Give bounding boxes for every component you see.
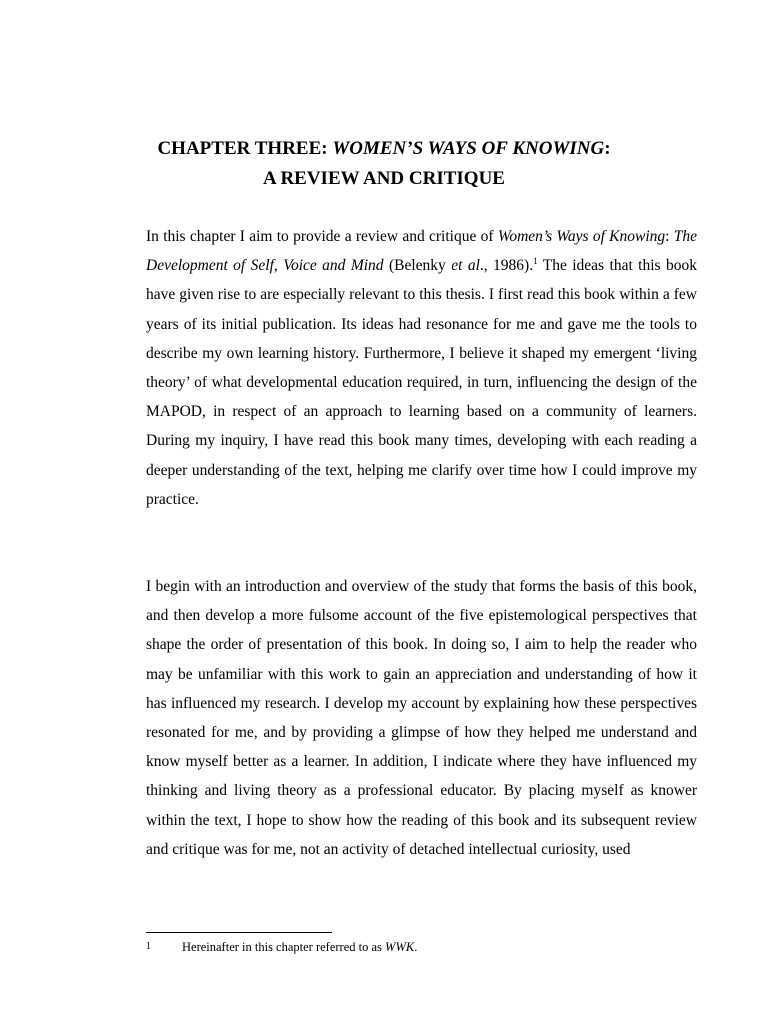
footnote-divider [146, 932, 332, 933]
footnote-text: Hereinafter in this chapter referred to as [182, 940, 386, 954]
footnote-end: . [414, 940, 418, 954]
chapter-subtitle: A REVIEW AND CRITIQUE [263, 168, 505, 189]
paragraph-1-rest: The ideas that this book have given rise to are especially relevant to this thesis. I first read this book within a few years of its initial publication. Its ideas had resonance for me and gave me the tools to describe my own learning history. Furthermore, I believe it shaped my emergent ‘living theory’ of what developmental education required, in turn, influencing the design of the MAPOD, in respect of an approach to learning based on a community of learners. During my inquiry, I have read this book many times, developing with each reading a deeper understanding of the text, helping me clarify over time how I could improve my practice. [146, 257, 697, 508]
footnote-number: 1 [146, 941, 151, 952]
citation-open: (Belenky [383, 257, 452, 275]
chapter-title [0, 134, 768, 164]
chapter-title-prefix: CHAPTER THREE: [157, 138, 333, 159]
footnote-reference: 1 [533, 256, 538, 267]
book-title-colon: : [665, 228, 674, 245]
citation-et-al: et al [451, 257, 480, 275]
paragraph-2 [146, 572, 697, 864]
book-title: Women’s Ways of Knowing [497, 228, 666, 245]
chapter-title-suffix: : [604, 138, 611, 159]
book-subtitle: The Development of Self, Voice and Mind [146, 228, 697, 275]
paragraph-1-lead: In this chapter I aim to provide a review and critique of [146, 228, 498, 245]
chapter-title-book: WOMEN’S WAYS OF KNOWING [332, 138, 605, 159]
chapter-heading [0, 134, 768, 194]
citation-close: ., 1986). [479, 257, 534, 275]
footnote [146, 938, 706, 956]
footnote-abbrev: WWK [385, 940, 415, 954]
paragraph-2-text: I begin with an introduction and overview of the study that forms the basis of this book, and then develop a more fulsome account of the five epistemological perspectives that shape the order of presentation of this book. In doing so, I aim to help the reader who may be unfamiliar with this work to gain an appreciation and understanding of how it has influenced my research. I develop my account by explaining how these perspectives resonated for me, and by providing a glimpse of how they helped me understand and know myself better as a learner. In addition, I indicate where they have influenced my thinking and living theory as a professional educator. By placing myself as knower within the text, I hope to show how the reading of this book and its subsequent review and critique was for me, not an activity of detached intellectual curiosity, used [146, 578, 697, 858]
paragraph-1 [146, 222, 697, 514]
